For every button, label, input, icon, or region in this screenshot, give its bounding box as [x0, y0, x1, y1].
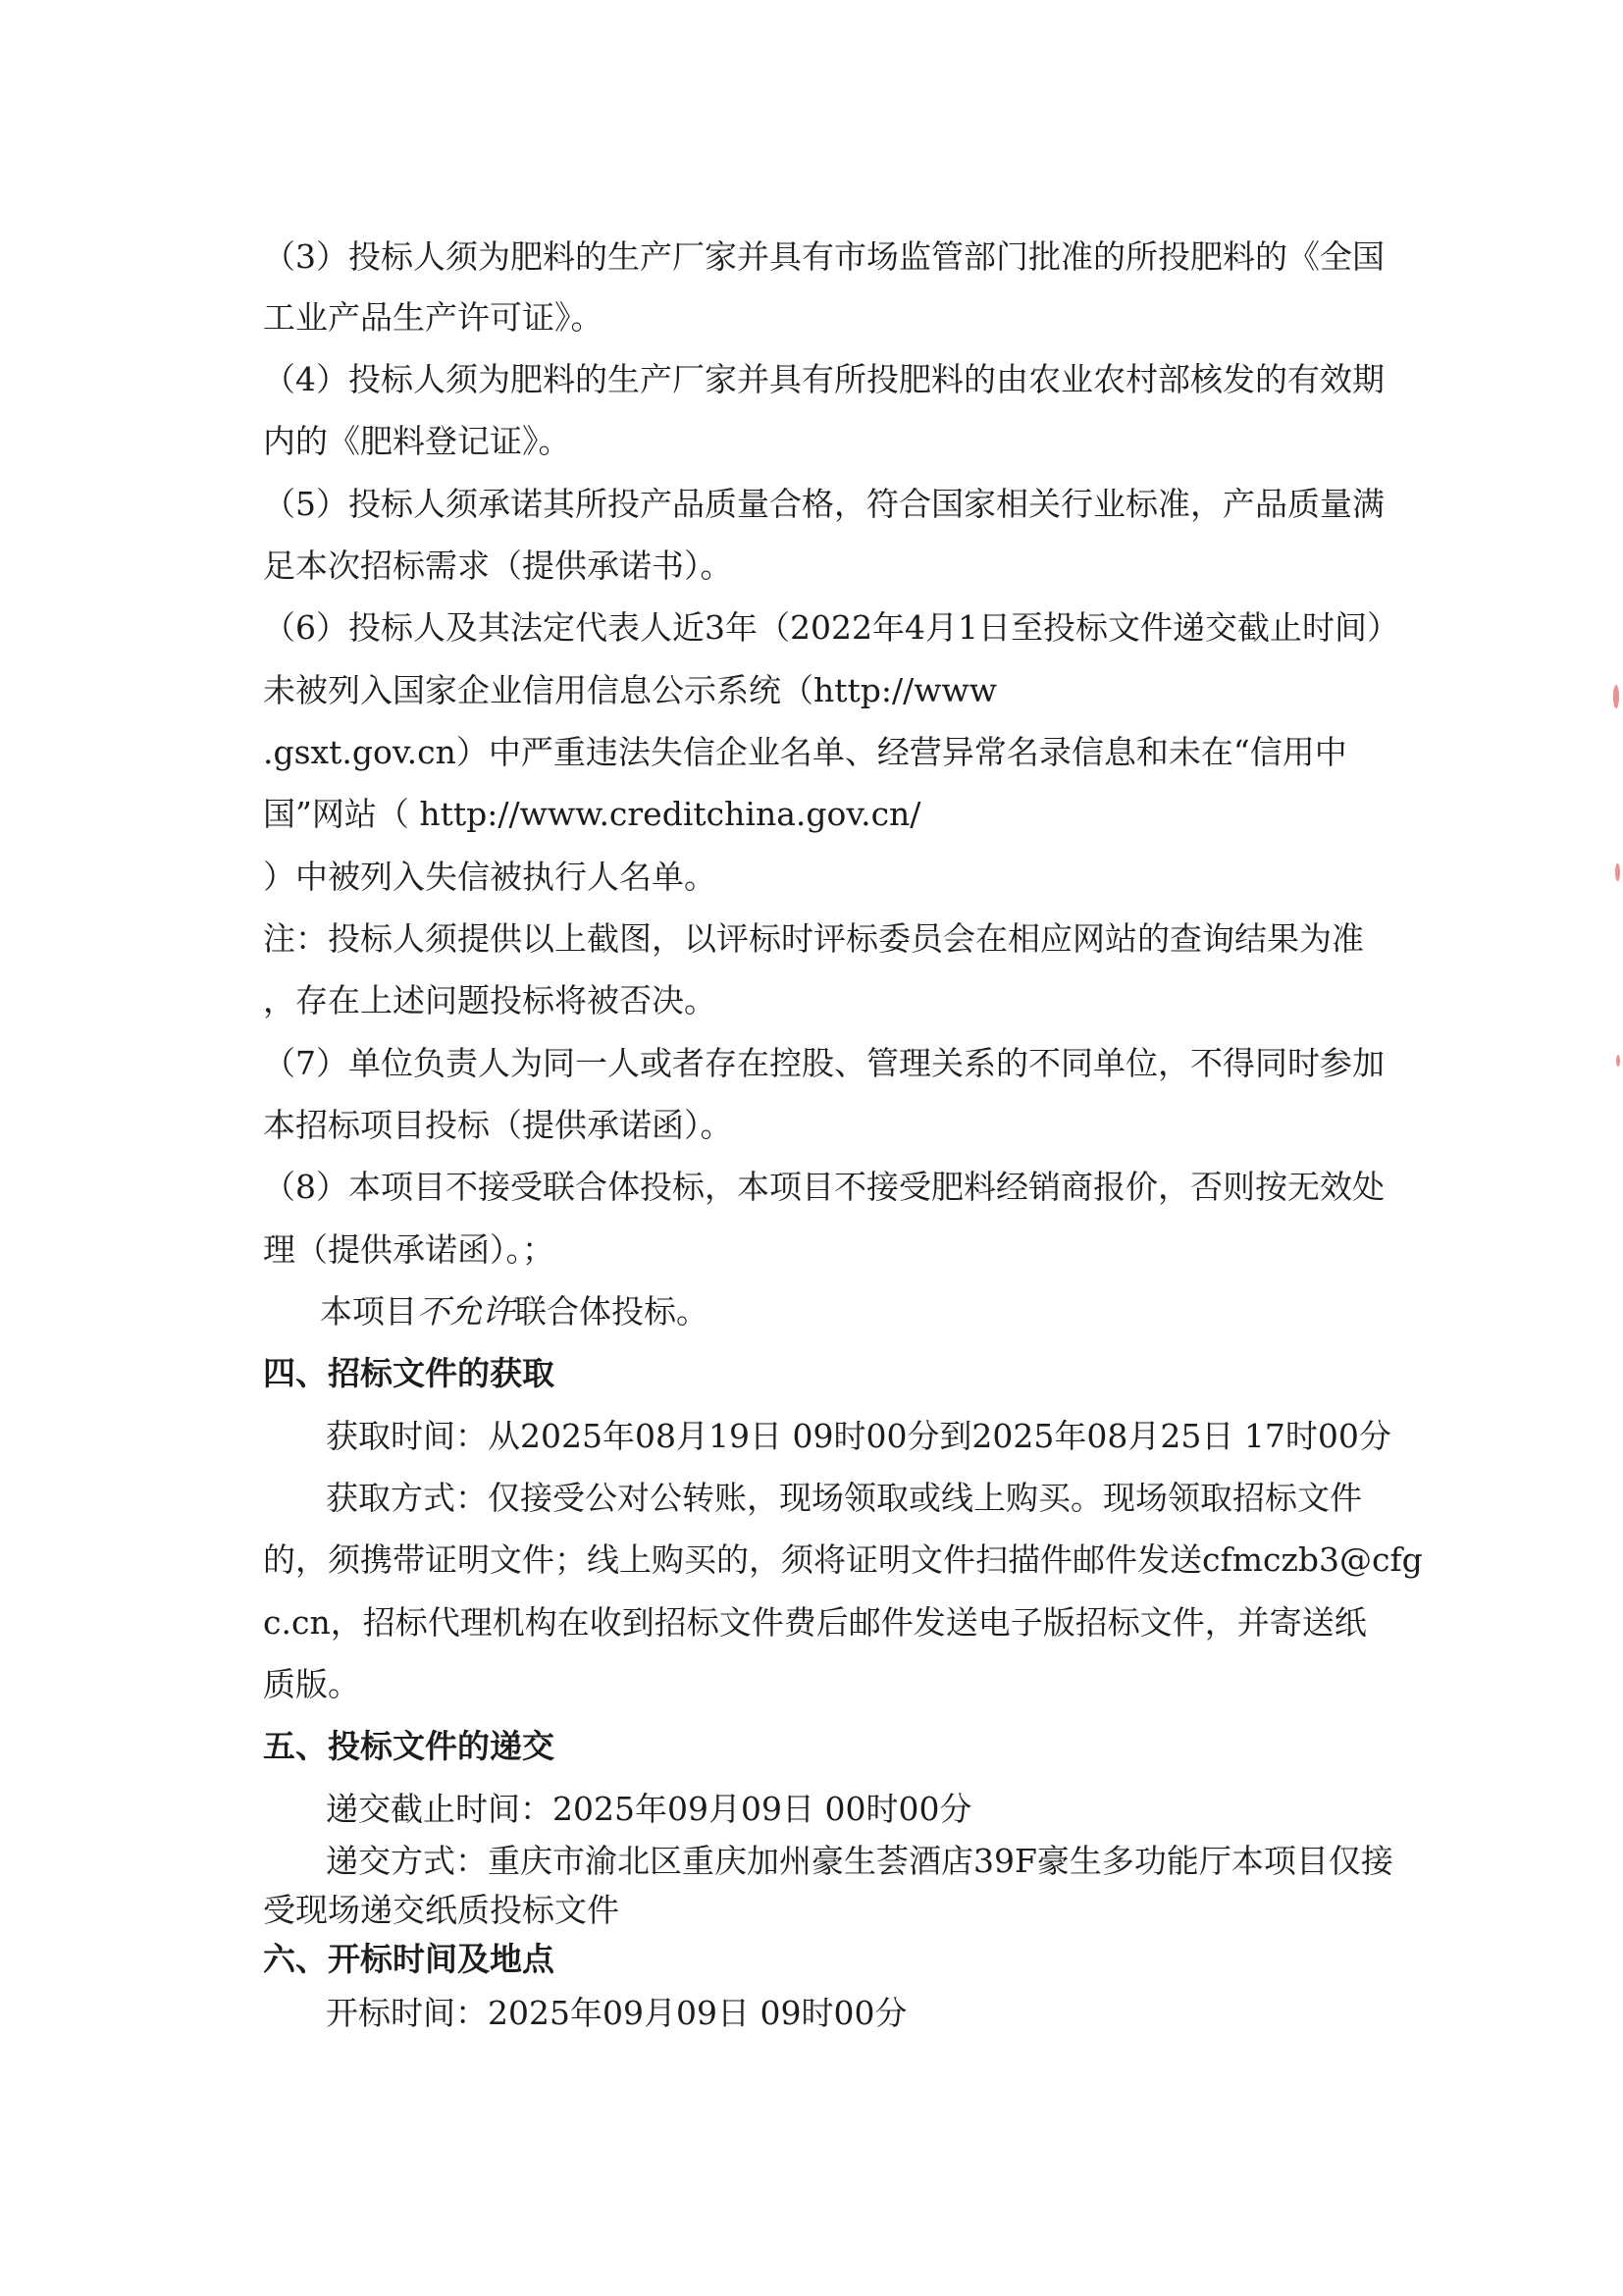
- submission-method-line-1: 递交方式：重庆市渝北区重庆加州豪生荟酒店39F豪生多功能厅本项目仅接: [326, 1842, 1393, 1880]
- consortium-statement: [320, 1290, 708, 1333]
- clause-3-line-2: 工业产品生产许可证》。: [263, 298, 603, 337]
- clause-4-line-2: 内的《肥料登记证》。: [263, 422, 571, 460]
- clause-8-line-2: 理（提供承诺函）。；: [263, 1230, 554, 1269]
- clause-6-line-5: ）中被列入失信被执行人名单。: [263, 858, 716, 896]
- section-5-heading: 五、投标文件的递交: [263, 1727, 554, 1765]
- stamp-edge-mark: [1616, 1055, 1620, 1067]
- acquisition-method-line-4: 质版。: [263, 1665, 360, 1703]
- submission-deadline: 递交截止时间：2025年09月09日 00时00分: [326, 1790, 972, 1828]
- clause-8-line-1: （8）本项目不接受联合体投标，本项目不接受肥料经销商报价，否则按无效处: [263, 1168, 1385, 1206]
- consortium-emphasis: 不允许: [417, 1292, 514, 1331]
- clause-7-line-1: （7）单位负责人为同一人或者存在控股、管理关系的不同单位，不得同时参加: [263, 1044, 1385, 1082]
- clause-5-line-1: （5）投标人须承诺其所投产品质量合格，符合国家相关行业标准，产品质量满: [263, 485, 1385, 523]
- consortium-suffix: 联合体投标。: [514, 1292, 708, 1331]
- stamp-edge-mark: [1615, 863, 1620, 881]
- clause-6-line-2: 未被列入国家企业信用信息公示系统（http://www: [263, 671, 997, 709]
- clause-4-line-1: （4）投标人须为肥料的生产厂家并具有所投肥料的由农业农村部核发的有效期: [263, 360, 1385, 398]
- stamp-edge-mark: [1613, 685, 1619, 708]
- section-4-heading: 四、招标文件的获取: [263, 1354, 554, 1392]
- clause-6-line-4: 国”网站（ http://www.creditchina.gov.cn/: [263, 795, 921, 833]
- consortium-prefix: 本项目: [320, 1292, 417, 1331]
- section-6-heading: 六、开标时间及地点: [263, 1940, 554, 1978]
- opening-time: 开标时间：2025年09月09日 09时00分: [326, 1994, 908, 2032]
- note-line-2: ，存在上述问题投标将被否决。: [263, 981, 716, 1019]
- acquisition-method-line-3: c.cn，招标代理机构在收到招标文件费后邮件发送电子版招标文件，并寄送纸: [263, 1603, 1367, 1642]
- acquisition-method-line-1: 获取方式：仅接受公对公转账，现场领取或线上购买。现场领取招标文件: [326, 1479, 1362, 1517]
- submission-method-line-2: 受现场递交纸质投标文件: [263, 1891, 619, 1929]
- acquisition-time: 获取时间：从2025年08月19日 09时00分到2025年08月25日 17时00分: [326, 1417, 1391, 1455]
- acquisition-method-line-2: 的，须携带证明文件；线上购买的，须将证明文件扫描件邮件发送cfmczb3@cfg: [263, 1540, 1423, 1579]
- clause-5-line-2: 足本次招标需求（提供承诺书）。: [263, 547, 733, 585]
- clause-6-line-3: .gsxt.gov.cn）中严重违法失信企业名单、经营异常名录信息和未在“信用中: [263, 733, 1347, 771]
- clause-6-line-1: （6）投标人及其法定代表人近3年（2022年4月1日至投标文件递交截止时间）: [263, 608, 1399, 647]
- clause-7-line-2: 本招标项目投标（提供承诺函）。: [263, 1106, 733, 1144]
- clause-3-line-1: （3）投标人须为肥料的生产厂家并具有市场监管部门批准的所投肥料的《全国: [263, 237, 1385, 276]
- note-line-1: 注：投标人须提供以上截图，以评标时评标委员会在相应网站的查询结果为准: [263, 919, 1364, 958]
